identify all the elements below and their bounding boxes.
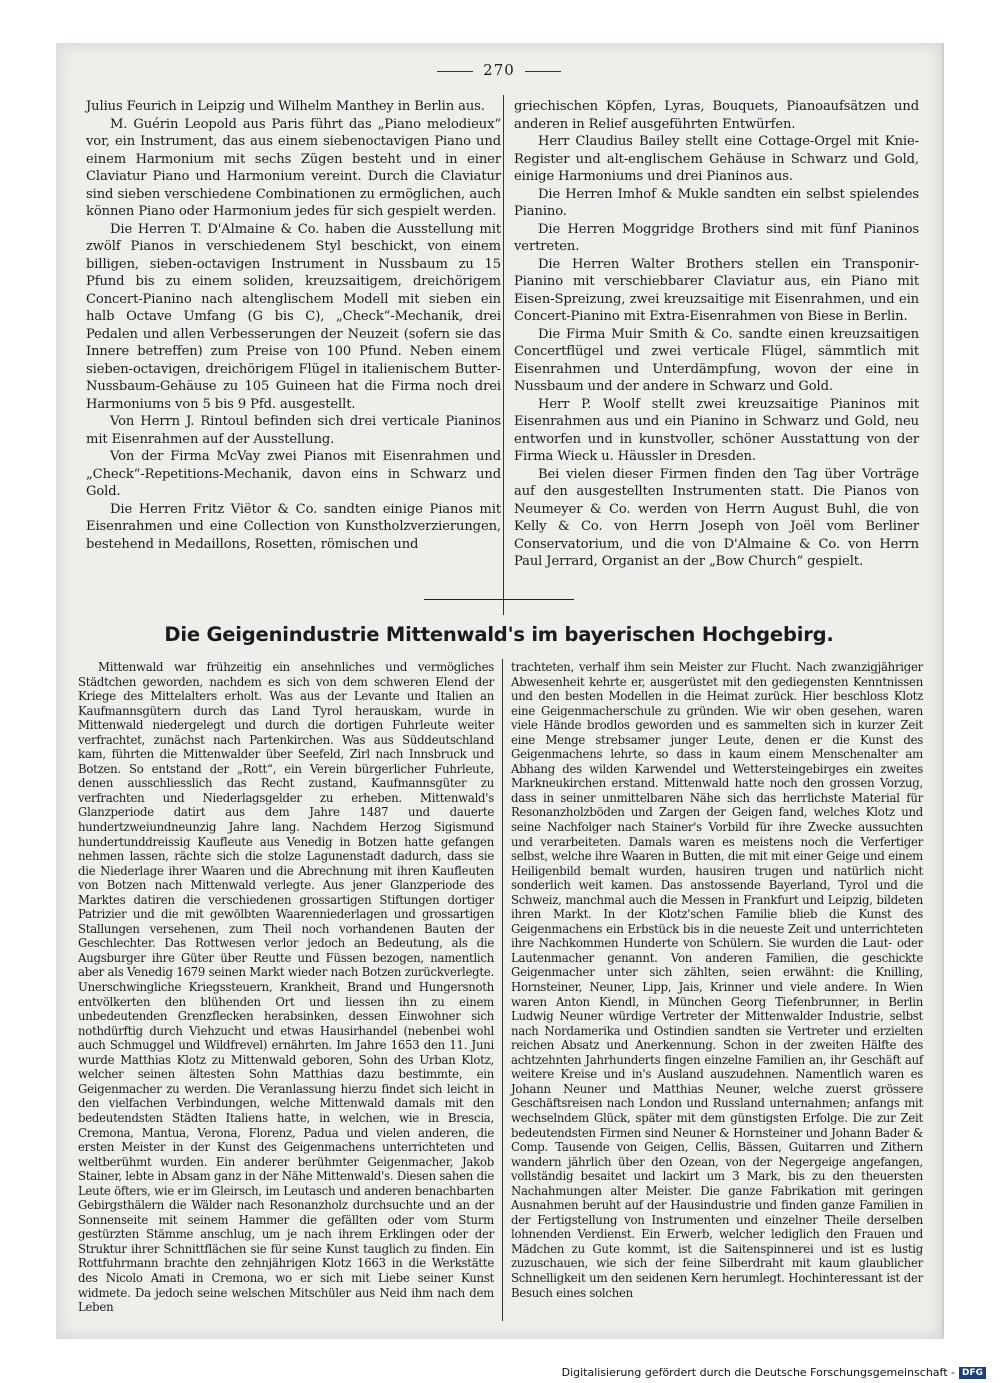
paragraph: trachteten, verhalf ihm sein Meister zur Flucht. Nach zwanzigjähriger Abwesenheit kehrte er, ausgerüstet mit den gediegensten Kenntnissen und den besten Modellen in die Heimat zurück. Hier beschloss Klotz eine Geigenmacherschule zu gründen. Wie wir oben gesehen, waren viele Hände brodlos geworden und es sammelten sich in kurzer Zeit eine Menge strebsamer junger Leute, denen er die Kunst des Geigenmachens lehrte, so dass in kaum einem Menschenalter am Abhang des wilden Karwendel und Wettersteingebirges ein zweites Markneukirchen erstand. Mittenwald hatte noch den grossen Vorzug, dass in seiner unmittelbaren Nähe sich das herrlichste Material für Resonanzholzböden und Zargen der Geigen fand, welches Klotz und seine Nachfolger nach Stainer's Vorbild für ihre Zwecke aussuchten und verarbeiteten. Damals waren es meistens noch die Verfertiger selbst, welche ihre Waaren in Butten, die mit mit einer Geige und einem Heiligenbild bemalt wurden, hausiren trugen und natürlich nicht sonderlich weit kamen. Das anstossende Bayerland, Tyrol und die Schweiz, manchmal auch die Messen in Frankfurt und Leipzig, bildeten ihren Markt. In der Klotz'schen Familie blieb die Kunst des Geigenmachens ein Erbstück bis in die neueste Zeit und unterrichteten ihre Nachkommen Hunderte von Schülern. Sie wurden die Laut- oder Lautenmacher genannt. Von anderen Familien, die geschickte Geigenmacher unter sich zählten, seien erwähnt: die Knilling, Hornsteiner, Neuner, Lipp, Jais, Krinner und viele andere. In Wien waren Anton Kiendl, in München Georg Tiefenbrunner, in Berlin Ludwig Neuner würdige Vertreter der Mittenwalder Industrie, selbst nach Nordamerika und Ostindien sandten sie Vertreter und erzielten reichen Absatz und Anerkennung. Schon in der zweiten Hälfte des achtzehnten Jahrhunderts fingen einzelne Familien an, ihr Geschäft auf weitere Kreise und in's Ausland auszudehnen. Namentlich waren es Johann Neuner und Matthias Neuner, welche zuerst grössere Geschäftsreisen nach London und Russland unternahmen; anfangs mit wechselndem Glück, später mit dem günstigsten Erfolge. Die zur Zeit bedeutendsten Firmen sind Neuner & Hornsteiner und Johann Bader & Comp. Tausende von Geigen, Cellis, Bässen, Guitarren und Zithern wandern jährlich über den Ozean, von der Negergeige angefangen, vollständig besaitet und lackirt um 3 Mark, bis zu den theuersten Nachahmungen alter Meister. Die ganze Fabrikation mit geringen Ausnahmen beruht auf der Hausindustrie und finden ganze Familien in der Fertigstellung von Instrumenten und einzelner Theile derselben lohnenden Verdienst. Ein Erwerb, welcher lediglich den Frauen und Mädchen zu Gute kommt, ist die Saitenspinnerei und ist es lustig zuzuschauen, wie sich der feine Silberdraht mit kaum glaublicher Schnelligkeit um den seidenen Kern herumlegt. Hochinteressant ist der Besuch eines solchen [511, 660, 923, 1300]
paragraph: Mittenwald war frühzeitig ein ansehnliches und vermögliches Städtchen geworden, nachdem es sich von dem schweren Elend der Kriege des Mittelalters erholt. Was aus der Levante und Italien an Kaufmannsgütern durch das Land Tyrol herauskam, wurde in Mittenwald niedergelegt und durch die dortigen Fuhrleute weiter verfrachtet, zunächst nach Partenkirchen. Was aus Süddeutschland kam, führten die Mittenwalder über Seefeld, Zirl nach Innsbruck und Botzen. So entstand der „Rott“, ein Verein bürgerlicher Fuhrleute, denen ausschliesslich das Recht zustand, Kaufmannsgüter zu verfrachten und Niederlagsgelder zu erheben. Mittenwald's Glanzperiode datirt aus dem Jahre 1487 und dauerte hundertzweiundneunzig Jahre lang. Nachdem Herzog Sigismund hundertunddreissig Kaufleute aus Venedig in Botzen hatte gefangen nehmen lassen, rächte sich die stolze Lagunenstadt dadurch, dass sie die Niederlage ihrer Waaren und die Abrechnung mit ihren Kaufleuten von Botzen nach Mittenwald verlegte. Aus jener Glanzperiode des Marktes datiren die verschiedenen grossartigen Stiftungen dortiger Patrizier und die mit gewölbten Waarenniederlagen und grossartigen Stallungen versehenen, zum Theil noch vorhandenen Bauten der Geschlechter. Das Rottwesen verlor jedoch an Bedeutung, als die Augsburger ihre Güter über Reutte und Füssen bezogen, namentlich aber als Venedig 1679 seinen Markt wieder nach Botzen zurückverlegte. Unerschwingliche Kriegssteuern, Krankheit, Brand und Hungersnoth entvölkerten den blühenden Ort und liessen ihn zu einem unbedeutenden Grenzflecken herabsinken, dessen Einwohner sich nothdürftig durch Viehzucht und etwas Hausirhandel (nebenbei wohl auch Schmuggel und Wildfrevel) ernährten. Im Jahre 1653 den 11. Juni wurde Matthias Klotz zu Mittenwald geboren, Sohn des Urban Klotz, welcher seinen ältesten Sohn Matthias dazu bestimmte, ein Geigenmacher zu werden. Die Veranlassung hierzu findet sich leicht in den vielfachen Verbindungen, welche Mittenwald damals mit den bedeutendsten Städten Italiens hatte, in welchen, wie in Brescia, Cremona, Mantua, Verona, Florenz, Padua und vielen anderen, die ersten Meister in der Kunst des Geigenmachens unterrichteten und weltberühmt wurden. Ein anderer berühmter Geigenmacher, Jakob Stainer, lebte in Absam ganz in der Nähe Mittenwald's. Diesen sahen die Leute öfters, wie er im Gleirsch, im Leutasch und anderen benachbarten Gebirgsthälern die Wälder nach Resonanzholz durchsuchte und an der Sonnenseite mit seinem Hammer die gefällten oder vom Sturm gestürzten Stämme anschlug, um je nach ihrem Erklingen oder der Struktur ihrer Schnittflächen sie für seine Kunst tauglich zu finden. Ein Rottfuhrmann brachte den zehnjährigen Klotz 1663 in die Werkstätte des Nicolo Amati in Cremona, wo er sich mit Liebe seiner Kunst widmete. Da jedoch seine welschen Mitschüler aus Neid ihm nach dem Leben [78, 660, 494, 1315]
paragraph: Julius Feurich in Leipzig und Wilhelm Manthey in Berlin aus. [86, 99, 485, 114]
paragraph: Bei vielen dieser Firmen finden den Tag über Vorträge auf den ausgestellten Instrumenten statt. Die Pianos von Neumeyer & Co. werden von Herrn August Buhl, die von Kelly & Co. von Herrn Joseph von Joël vom Berliner Conservatorium, und die von D'Almaine & Co. von Herrn Paul Jerrard, Organist an der „Bow Church“ gespielt. [514, 466, 919, 569]
footer-credit [562, 1366, 986, 1379]
paragraph: Die Herren Moggridge Brothers sind mit fünf Pianinos vertreten. [514, 221, 919, 254]
paragraph: M. Guérin Leopold aus Paris führt das „Piano melodieux“ vor, ein Instrument, das aus einem siebenoctavigen Piano und einem Harmonium mit sechs Zügen besteht und in einer Claviatur Piano und Harmonium vereint. Durch die Claviatur sind sieben verschiedene Combinationen zu ermöglichen, auch können Piano oder Harmonium jedes für sich gespielt werden. [86, 116, 501, 219]
page-number [56, 61, 942, 79]
dash-left [437, 71, 473, 72]
paragraph: Von Herrn J. Rintoul befinden sich drei verticale Pianinos mit Eisenrahmen auf der Ausstellung. [86, 414, 501, 447]
paragraph: Die Firma Muir Smith & Co. sandte einen kreuzsaitigen Concertflügel und zwei verticale Flügel, sämmtlich mit Eisenrahmen und Unterdämpfung, wovon der eine in Nussbaum und der andere in Schwarz und Gold. [514, 326, 919, 394]
column-divider [502, 659, 503, 1321]
top-left-column [86, 98, 501, 553]
footer-text: Digitalisierung gefördert durch die Deutsche Forschungsgemeinschaft - [561, 1366, 955, 1379]
page-number-text: 270 [483, 61, 515, 79]
paragraph: Die Herren Walter Brothers stellen ein Transponir-Pianino mit verschiebbarer Claviatur aus, ein Piano mit Eisen-Spreizung, zwei kreuzsaitige mit Eisenrahmen, und ein Concert-Pianino mit Extra-Eisenrahmen von Biese in Berlin. [514, 256, 919, 324]
paragraph: Von der Firma McVay zwei Pianos mit Eisenrahmen und „Check“-Repetitions-Mechanik, davon eins in Schwarz und Gold. [86, 449, 501, 499]
paragraph: Die Herren T. D'Almaine & Co. haben die Ausstellung mit zwölf Pianos in verschiedenem Styl beschickt, von einem billigen, sieben-octavigen Instrument in Nussbaum zu 15 Pfund bis zu einem soliden, kreuzsaitigem, dreichörigem Concert-Pianino nach altenglischem Modell mit sieben ein halb Octave Umfang (G bis C), „Check“-Mechanik, drei Pedalen und allen Verbesserungen der Neuzeit (sofern sie das Innere betreffen) zum Preise von 100 Pfund. Neben einem sieben-octavigen, dreichörigem Flügel in italienischem Butter-Nussbaum-Gehäuse zu 105 Guineen hat die Firma noch drei Harmoniums von 5 bis 9 Pfd. ausgestellt. [86, 221, 501, 412]
paragraph: Herr P. Woolf stellt zwei kreuzsaitige Pianinos mit Eisenrahmen aus und ein Pianino in Schwarz und Gold, neu entworfen und in kunstvoller, schöner Ausstattung von der Firma Wieck u. Häussler in Dresden. [514, 396, 919, 464]
dfg-logo-icon[interactable]: DFG [959, 1367, 986, 1379]
paragraph: Die Herren Fritz Viëtor & Co. sandten einige Pianos mit Eisenrahmen und eine Collection von Kunstholzverzierungen, bestehend in Medaillons, Rosetten, römischen und [86, 501, 501, 552]
bottom-left-column [78, 660, 494, 1315]
paragraph: griechischen Köpfen, Lyras, Bouquets, Pianoaufsätzen und anderen in Relief ausgeführten Entwürfen. [514, 99, 919, 132]
scanned-page [56, 43, 944, 1339]
paragraph: Herr Claudius Bailey stellt eine Cottage-Orgel mit Knie-Register und alt-englischem Gehäuse in Schwarz und Gold, einige Harmoniums und drei Pianinos aus. [514, 134, 919, 184]
bottom-right-column [511, 660, 923, 1300]
paragraph: Die Herren Imhof & Mukle sandten ein selbst spielendes Pianino. [514, 186, 919, 219]
article-headline: Die Geigenindustrie Mittenwald's im bayerischen Hochgebirg. [164, 623, 834, 646]
top-right-column [514, 98, 919, 571]
section-separator [424, 599, 574, 600]
column-divider [503, 95, 504, 615]
dash-right [525, 71, 561, 72]
